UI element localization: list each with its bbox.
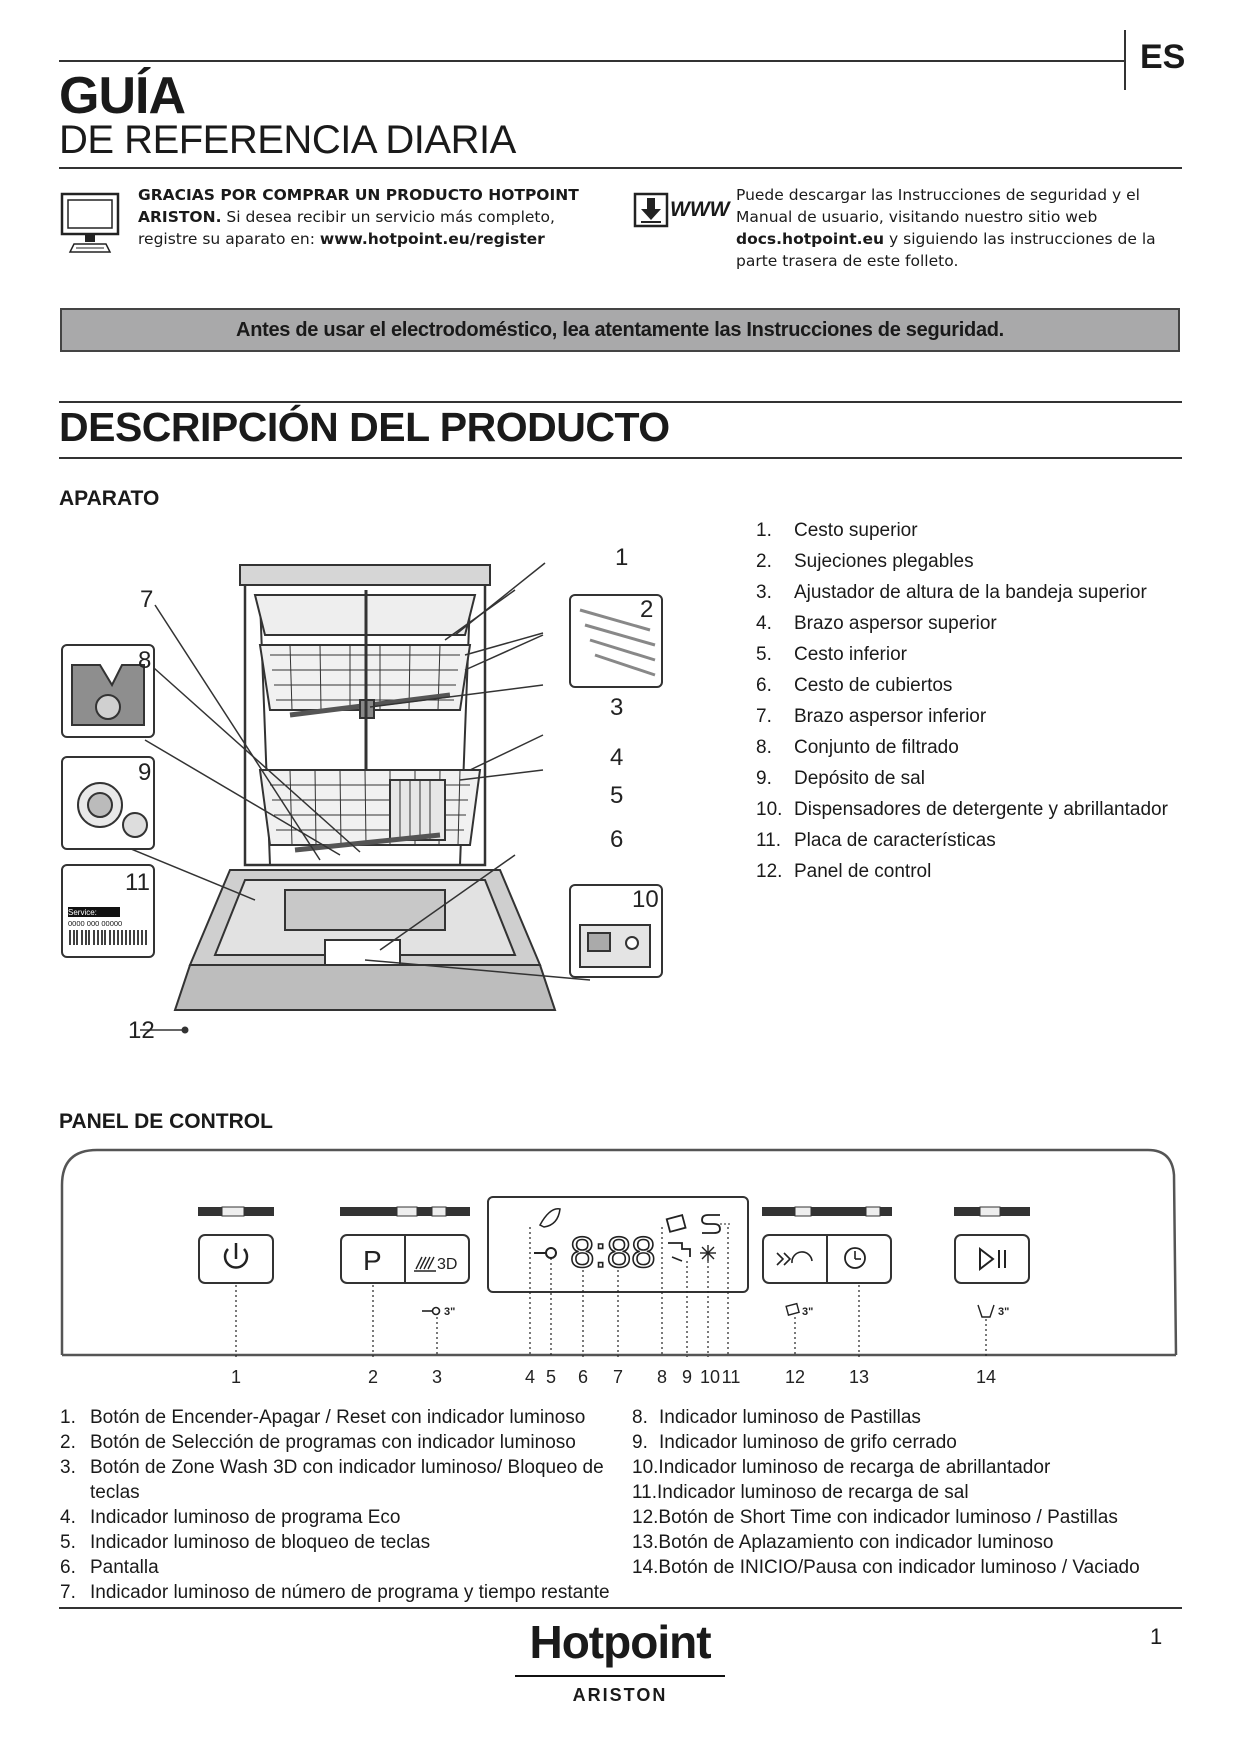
panel-number-3: 3 [431, 1367, 443, 1385]
list-item: 2. Sujeciones plegables [756, 551, 974, 572]
rating-plate-number: 0000 000 00000 [68, 919, 123, 928]
safety-warning: Antes de usar el electrodoméstico, lea atentamente las Instrucciones de seguridad. [60, 308, 1180, 352]
control-panel-heading: PANEL DE CONTROL [59, 1110, 273, 1133]
header-rule [59, 60, 1124, 62]
control-list-right [632, 1405, 1187, 1580]
list-item: 11. Placa de características [756, 830, 996, 851]
list-item: 1. Botón de Encender-Apagar / Reset con indicador luminoso [60, 1407, 586, 1428]
list-item: 4. Indicador luminoso de programa Eco [60, 1507, 401, 1528]
download-body-2: y siguiendo las instrucciones de la parte trasera de este folleto. [736, 230, 1156, 270]
control-panel-diagram [60, 1145, 1185, 1385]
footer-rule [59, 1607, 1182, 1609]
panel-number-6: 6 [577, 1367, 589, 1385]
display-digits: 8:88 [570, 1228, 656, 1277]
list-item: 10. Indicador luminoso de recarga de abrillantador [632, 1457, 1051, 1478]
rating-plate-label: Service: [68, 908, 97, 917]
panel-number-9: 9 [681, 1367, 693, 1385]
list-item: 6. Cesto de cubiertos [756, 675, 953, 696]
register-bold: GRACIAS POR COMPRAR UN PRODUCTO HOTPOINT ARISTON. [138, 186, 579, 226]
zone-wash-label: 3D [437, 1256, 458, 1273]
register-text [138, 184, 608, 250]
panel-number-8: 8 [656, 1367, 668, 1385]
brand-name: Hotpoint [529, 1616, 711, 1668]
panel-number-10: 10 [699, 1367, 721, 1385]
language-divider [1124, 30, 1126, 90]
panel-number-14: 14 [975, 1367, 997, 1385]
section-rule-top [59, 401, 1182, 403]
start-pause-button[interactable] [955, 1235, 1029, 1283]
panel-number-12: 12 [784, 1367, 806, 1385]
short-time-button[interactable] [763, 1235, 891, 1283]
appliance-heading: APARATO [59, 487, 160, 510]
list-item: 5. Cesto inferior [756, 644, 907, 665]
callout-1: 1 [615, 544, 629, 571]
panel-number-7: 7 [612, 1367, 624, 1385]
page-title: GUÍA [59, 67, 185, 125]
callout-3: 3 [610, 694, 624, 721]
list-item: 1. Cesto superior [756, 520, 918, 541]
panel-number-4: 4 [524, 1367, 536, 1385]
list-item: 10. Dispensadores de detergente y abrillantador [756, 799, 1168, 820]
download-text [736, 184, 1176, 272]
callout-5: 5 [610, 782, 624, 809]
list-item: 9. Indicador luminoso de grifo cerrado [632, 1432, 957, 1453]
list-item: 8. Conjunto de filtrado [756, 737, 959, 758]
list-item: 12. Panel de control [756, 861, 932, 882]
hold-drain-hint [978, 1305, 994, 1317]
register-body: Si desea recibir un servicio más completo, registre su aparato en: [138, 208, 555, 248]
list-item: 11. Indicador luminoso de recarga de sal [632, 1482, 969, 1503]
list-item: 3. Botón de Zone Wash 3D con indicador luminoso/ Bloqueo de teclas [60, 1457, 604, 1503]
control-list-left [60, 1405, 620, 1605]
list-item: 8. Indicador luminoso de Pastillas [632, 1407, 921, 1428]
callout-7: 7 [140, 586, 154, 613]
callout-4: 4 [610, 744, 624, 771]
register-url[interactable]: www.hotpoint.eu/register [319, 230, 545, 248]
brand-subname: ARISTON [572, 1685, 668, 1705]
hold-3s-label-b: 3" [802, 1306, 814, 1318]
panel-number-13: 13 [848, 1367, 870, 1385]
panel-number-11: 11 [721, 1367, 741, 1385]
www-label: WWW [670, 198, 730, 221]
rinse-aid-icon [700, 1245, 716, 1261]
list-item: 3. Ajustador de altura de la bandeja superior [756, 582, 1147, 603]
parts-list [756, 520, 1168, 892]
list-item: 6. Pantalla [60, 1557, 159, 1578]
hold-3s-label-a: 3" [444, 1306, 456, 1318]
download-body-1: Puede descargar las Instrucciones de seguridad y el Manual de usuario, visitando nuestro sitio web [736, 186, 1140, 226]
list-item: 7. Brazo aspersor inferior [756, 706, 987, 727]
language-code: ES [1140, 38, 1186, 76]
hold-3s-label-c: 3" [998, 1306, 1010, 1318]
list-item: 4. Brazo aspersor superior [756, 613, 997, 634]
list-item: 2. Botón de Selección de programas con indicador luminoso [60, 1432, 576, 1453]
monitor-icon [60, 190, 120, 260]
list-item: 12. Botón de Short Time con indicador luminoso / Pastillas [632, 1507, 1118, 1528]
list-item: 5. Indicador luminoso de bloqueo de teclas [60, 1532, 431, 1553]
download-www-icon [632, 190, 730, 230]
callout-11: 11 [125, 869, 150, 896]
download-url[interactable]: docs.hotpoint.eu [736, 230, 885, 248]
callout-6: 6 [610, 826, 624, 853]
section-title: DESCRIPCIÓN DEL PRODUCTO [59, 404, 670, 450]
list-item: 14. Botón de INICIO/Pausa con indicador luminoso / Vaciado [632, 1557, 1140, 1578]
callout-12: 12 [128, 1017, 155, 1044]
page-subtitle: DE REFERENCIA DIARIA [59, 118, 516, 162]
list-item: 13. Botón de Aplazamiento con indicador luminoso [632, 1532, 1054, 1553]
callout-8: 8 [138, 647, 152, 674]
callout-2: 2 [640, 596, 654, 623]
panel-number-1: 1 [230, 1367, 242, 1385]
list-item: 9. Depósito de sal [756, 768, 925, 789]
program-button-label: P [363, 1245, 382, 1276]
callout-10: 10 [632, 886, 659, 913]
list-item: 7. Indicador luminoso de número de programa y tiempo restante [60, 1582, 610, 1603]
brand-logo [470, 1615, 770, 1706]
page-number: 1 [1150, 1624, 1163, 1649]
panel-number-5: 5 [545, 1367, 557, 1385]
hold-tablet-hint [786, 1304, 799, 1316]
dishwasher-diagram [60, 535, 680, 1055]
panel-number-2: 2 [367, 1367, 379, 1385]
title-rule [59, 167, 1182, 169]
brand-underline [515, 1675, 725, 1677]
section-rule-bottom [59, 457, 1182, 459]
callout-9: 9 [138, 759, 152, 786]
power-button[interactable] [199, 1235, 273, 1283]
hold-key-lock-hint [422, 1308, 440, 1315]
